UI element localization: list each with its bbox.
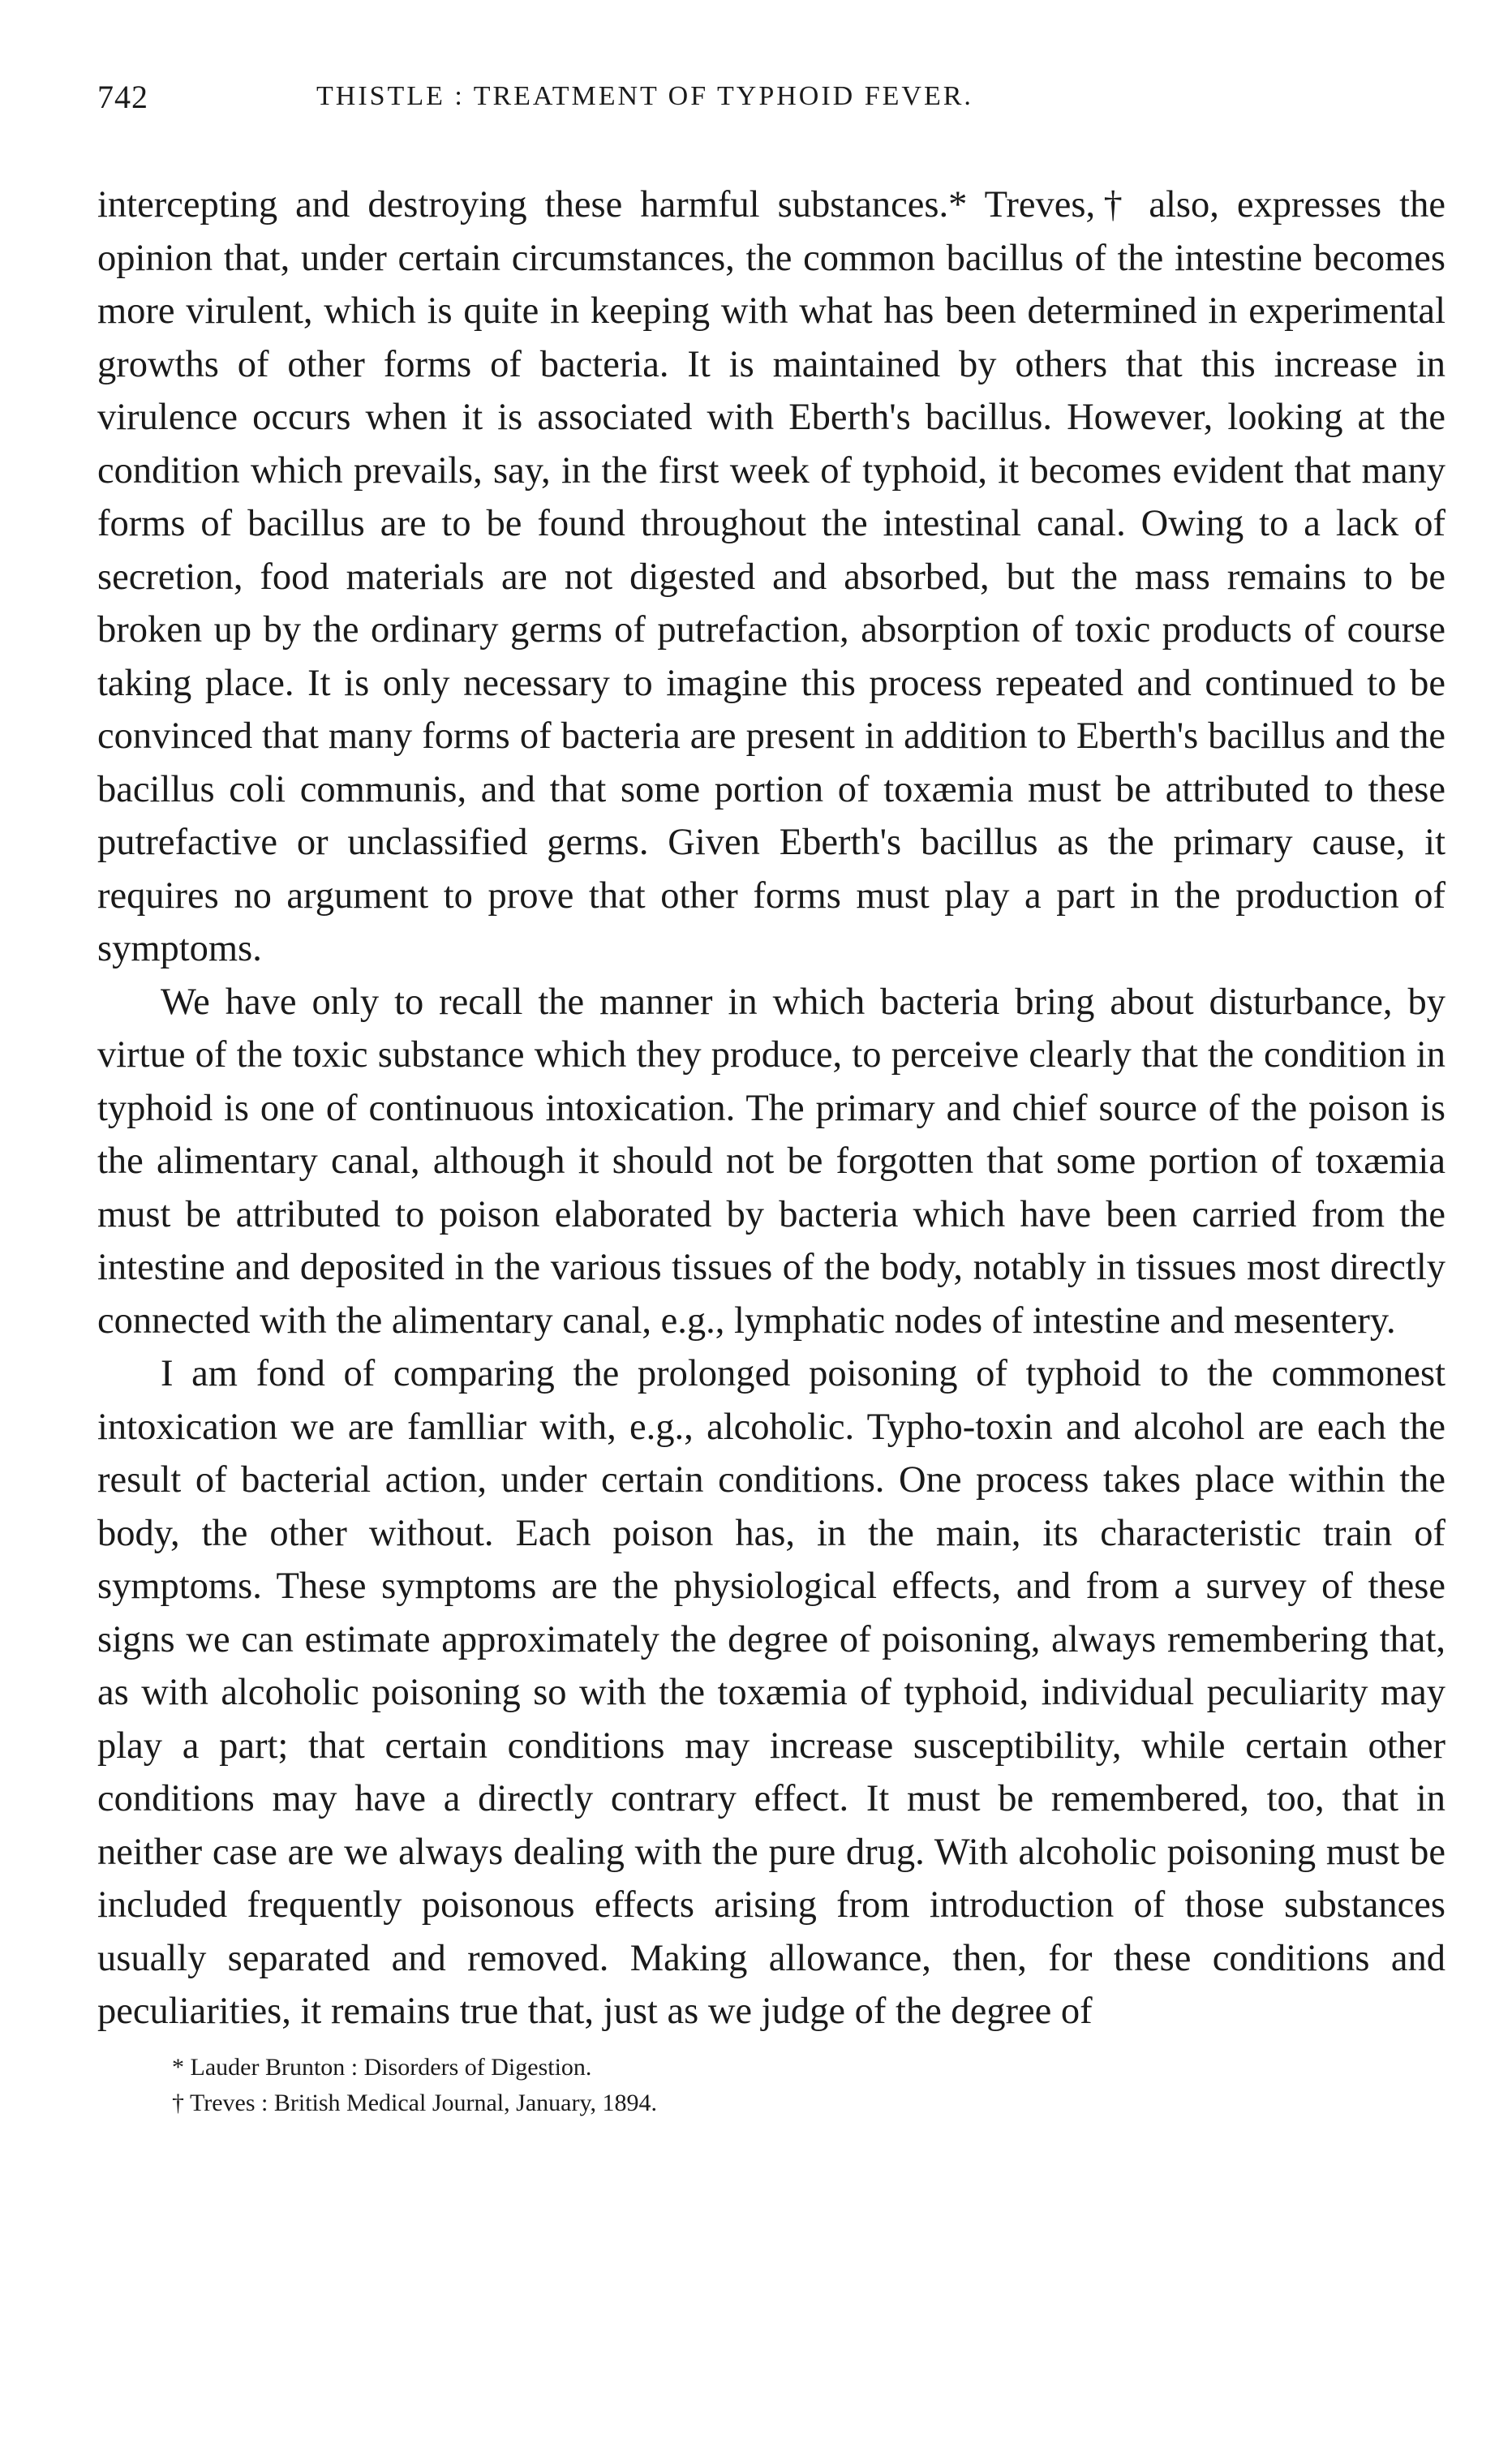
footnote-treves: † Treves : British Medical Journal, January, 1894. [172, 2089, 657, 2116]
running-title: THISTLE : TREATMENT OF TYPHOID FEVER. [316, 81, 973, 111]
paragraph-2: We have only to recall the manner in which bacteria bring about disturbance, by virtue of the toxic substance which they produce, to perceive clearly that the condition in typhoid is one of continuous intoxication. The primary and chief source of the poison is the alimentary canal, although it should not be forgotten that some portion of toxæmia must be attributed to poison elaborated by bacteria which have been carried from the intestine and deposited in the various tissues of the body, notably in tissues most directly connected with the alimentary canal, e.g., lymphatic nodes of intestine and mesentery. [97, 981, 1445, 1342]
page-number: 742 [97, 79, 148, 115]
footnote-brunton: * Lauder Brunton : Disorders of Digestion. [172, 2053, 592, 2081]
page [97, 78, 1445, 2121]
body-text [97, 178, 1445, 2038]
footnotes [97, 2050, 1445, 2121]
running-head [97, 78, 1445, 138]
paragraph-1: intercepting and destroying these harmful substances.* Treves,† also, expresses the opinion that, under certain circumstances, the common bacillus of the intestine becomes more virulent, which is quite in keeping with what has been determined in experimental growths of other forms of bacteria. It is maintained by others that this increase in virulence occurs when it is associated with Eberth's bacillus. However, looking at the condition which prevails, say, in the first week of typhoid, it becomes evident that many forms of bacillus are to be found throughout the intestinal canal. Owing to a lack of secretion, food materials are not digested and absorbed, but the mass remains to be broken up by the ordinary germs of putrefaction, absorption of toxic products of course taking place. It is only necessary to imagine this process repeated and continued to be convinced that many forms of bacteria are present in addition to Eberth's bacillus and the bacillus coli communis, and that some portion of toxæmia must be attributed to these putrefactive or unclassified germs. Given Eberth's bacillus as the primary cause, it requires no argument to prove that other forms must play a part in the production of symptoms. [97, 184, 1445, 969]
paragraph-3: I am fond of comparing the prolonged poisoning of typhoid to the commonest intoxication we are famlliar with, e.g., alcoholic. Typho-toxin and alcohol are each the result of bacterial action, under certain conditions. One process takes place within the body, the other without. Each poison has, in the main, its characteristic train of symptoms. These symptoms are the physiological effects, and from a survey of these signs we can estimate approximately the degree of poisoning, always remembering that, as with alcoholic poisoning so with the toxæmia of typhoid, individual peculiarity may play a part; that certain conditions may increase susceptibility, while certain other conditions may have a directly contrary effect. It must be remembered, too, that in neither case are we always dealing with the pure drug. With alcoholic poisoning must be included frequently poisonous effects arising from introduction of those substances usually separated and removed. Making allowance, then, for these conditions and peculiarities, it remains true that, just as we judge of the degree of [97, 1353, 1445, 2032]
